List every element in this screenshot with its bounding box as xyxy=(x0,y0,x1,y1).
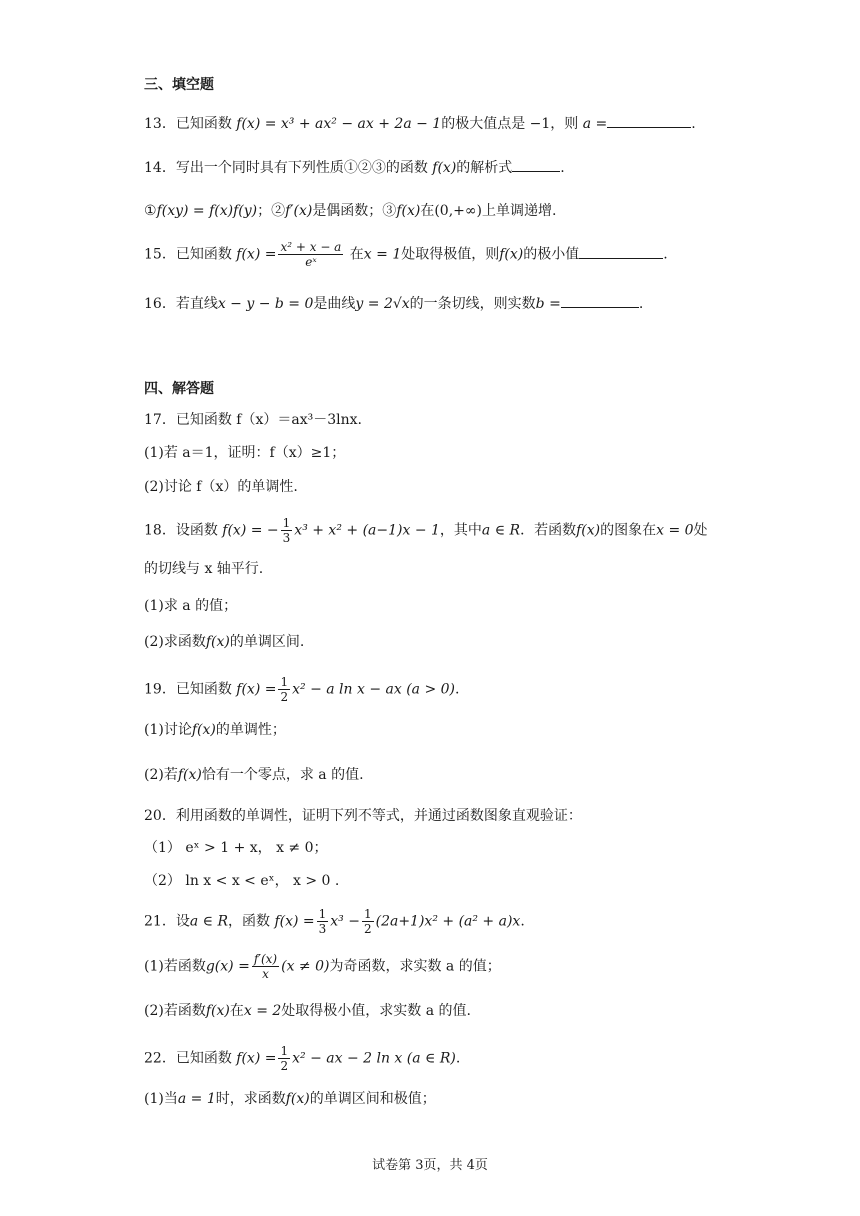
q18-rhs: x³ + x² + (a−1)x − 1 xyxy=(294,522,440,539)
q15-answer-blank[interactable] xyxy=(579,244,663,259)
q21-number: 21． xyxy=(144,913,176,930)
question-21 xyxy=(144,907,525,936)
q15-text-a: 已知函数 xyxy=(175,246,232,263)
q20-part-2: （2） ln x < x < eˣ， x > 0 . xyxy=(144,873,340,889)
q21-p1-lhs: g(x) = xyxy=(205,958,250,975)
q22-p1-text-b: 时，求函数 xyxy=(215,1091,286,1107)
q17-part-1: (1)若 a＝1，证明：f（x）≥1； xyxy=(144,445,346,461)
q21-p1-cond: (x ≠ 0) xyxy=(281,958,330,975)
q22-p1-text-d: 的单调区间和极值； xyxy=(309,1091,436,1107)
q14-sep-4: 上单调递增. xyxy=(482,203,557,219)
q16-line: x − y − b = 0 xyxy=(217,296,314,312)
q19-number: 19． xyxy=(144,681,176,698)
q22-fraction xyxy=(278,1044,290,1073)
q19-end: . xyxy=(455,681,460,698)
q21-p1-numerator: f′(x) xyxy=(253,952,278,966)
q19-lhs: f(x) = xyxy=(236,681,277,698)
q14-text-b: 的解析式 xyxy=(456,160,513,176)
q13-answer-blank[interactable] xyxy=(607,113,691,128)
q18-text-c: ．若函数 xyxy=(520,522,577,539)
q14-sep-2: 是偶函数；③ xyxy=(312,203,397,219)
q19-p1-text-a: (1)讨论 xyxy=(144,722,192,738)
q22-part-1 xyxy=(144,1089,436,1109)
question-14 xyxy=(144,157,565,178)
q19-rhs: x² − a ln x − ax (a > 0) xyxy=(292,681,456,698)
q22-lhs: f(x) = xyxy=(236,1050,277,1067)
q13-end: . xyxy=(691,116,696,132)
q20-part-1: （1） eˣ > 1 + x， x ≠ 0； xyxy=(144,840,328,856)
q16-curve: y = 2√x xyxy=(355,296,410,312)
q21-cond: a ∈ R xyxy=(189,913,228,930)
q18-lhs: f(x) = − xyxy=(222,522,279,539)
q15-fraction xyxy=(278,240,343,269)
question-19 xyxy=(144,675,459,704)
q22-rhs: x² − ax − 2 ln x (a ∈ R) xyxy=(292,1050,456,1067)
q18-p2-text-b: 的单调区间. xyxy=(229,634,305,650)
section-title-fill-in: 三、填空题 xyxy=(144,77,214,93)
q21-p2-point: x = 2 xyxy=(243,1003,282,1019)
q21-fraction-1 xyxy=(317,907,329,936)
q20-number: 20． xyxy=(144,808,176,824)
q18-p2-function: f(x) xyxy=(205,634,230,650)
q21-p2-text-c: 处取得极小值，求实数 a 的值. xyxy=(281,1003,471,1019)
q18-text-d: 的图象在 xyxy=(600,522,657,539)
page-footer: 试卷第 3页，共 4页 xyxy=(372,1158,488,1173)
question-13 xyxy=(144,113,696,134)
q16-answer-var: b = xyxy=(535,296,561,312)
q19-p2-function: f(x) xyxy=(177,767,202,783)
q22-number: 22． xyxy=(144,1050,176,1067)
question-22 xyxy=(144,1044,460,1073)
q15-denominator: eˣ xyxy=(305,255,317,269)
q19-part-1 xyxy=(144,720,286,740)
q14-sep-1: ；② xyxy=(257,203,286,219)
q20-text: 利用函数的单调性，证明下列不等式，并通过函数图象直观验证： xyxy=(175,808,582,824)
q21-mid: x³ − xyxy=(330,913,360,930)
q14-answer-blank[interactable] xyxy=(512,157,560,172)
q18-denominator: 3 xyxy=(282,531,291,545)
q14-cond-1: f(xy) = f(x)f(y) xyxy=(156,203,258,219)
q18-text-a: 设函数 xyxy=(175,522,218,539)
q21-p2-function: f(x) xyxy=(205,1003,230,1019)
q21-p1-fraction xyxy=(252,952,279,981)
q14-function: f(x) xyxy=(432,160,457,176)
q19-numerator: 1 xyxy=(280,675,289,689)
q14-cond-2: f′(x) xyxy=(285,203,313,219)
q19-p1-function: f(x) xyxy=(191,722,216,738)
q16-end: . xyxy=(638,296,644,312)
q18-text-e: 处 xyxy=(693,522,708,539)
q18-number: 18． xyxy=(144,522,176,539)
q19-part-2 xyxy=(144,765,364,785)
q21-p1-text-a: (1)若函数 xyxy=(144,958,206,975)
q21-p2-text-b: 在 xyxy=(229,1003,244,1019)
question-17 xyxy=(144,410,362,430)
q18-part-2 xyxy=(144,632,304,652)
q21-text-a: 设 xyxy=(175,913,190,930)
q21-lhs: f(x) = xyxy=(274,913,315,930)
q19-p2-text-b: 恰有一个零点，求 a 的值. xyxy=(201,767,364,783)
q15-number: 15． xyxy=(144,246,176,263)
q21-p2-text-a: (2)若函数 xyxy=(144,1003,206,1019)
q14-end: . xyxy=(560,160,565,176)
question-16 xyxy=(144,293,643,314)
q22-p1-function: f(x) xyxy=(285,1091,310,1107)
q16-number: 16． xyxy=(144,296,176,312)
q17-text: 已知函数 f（x）＝ax³－3lnx. xyxy=(175,412,362,428)
q19-p2-text-a: (2)若 xyxy=(144,767,178,783)
q14-interval: (0,+∞) xyxy=(434,203,483,219)
q21-rhs: (2a+1)x² + (a² + a)x xyxy=(375,913,521,930)
q15-lhs: f(x) = xyxy=(236,246,277,263)
question-14-conditions xyxy=(144,201,556,221)
question-20 xyxy=(144,806,582,826)
q19-p1-text-b: 的单调性； xyxy=(215,722,286,738)
q14-sep-3: 在 xyxy=(420,203,435,219)
q18-line-2: 的切线与 x 轴平行. xyxy=(144,561,264,577)
q19-fraction xyxy=(278,675,290,704)
q21-text-b: ，函数 xyxy=(227,913,270,930)
q21-end: . xyxy=(520,913,525,930)
q15-text-b: 在 xyxy=(349,246,364,263)
q17-number: 17． xyxy=(144,412,176,428)
q14-cond-3: f(x) xyxy=(396,203,421,219)
q14-number: 14． xyxy=(144,160,176,176)
q15-text-d: 的极小值 xyxy=(523,246,580,263)
question-15 xyxy=(144,240,668,269)
q21-numerator-2: 1 xyxy=(363,907,372,921)
q22-p1-text-a: (1)当 xyxy=(144,1091,178,1107)
q14-cond-1-mark: ① xyxy=(144,203,157,219)
q22-denominator: 2 xyxy=(280,1059,289,1073)
q18-point: x = 0 xyxy=(656,522,694,539)
q13-answer-var: a = xyxy=(582,116,608,132)
q18-cond: a ∈ R xyxy=(481,522,521,539)
q13-text-a: 已知函数 xyxy=(175,116,232,132)
q18-fraction xyxy=(281,516,293,545)
q13-text-b: 的极大值点是 −1，则 xyxy=(441,116,579,132)
q15-cond: x = 1 xyxy=(363,246,402,263)
question-18 xyxy=(144,516,708,545)
q18-text-b: ，其中 xyxy=(439,522,482,539)
q21-p1-denominator: x xyxy=(262,967,269,981)
q16-text-b: 是曲线 xyxy=(313,296,356,312)
q22-p1-cond: a = 1 xyxy=(177,1091,216,1107)
q22-numerator: 1 xyxy=(280,1044,289,1058)
q21-p1-text-b: 为奇函数，求实数 a 的值； xyxy=(329,958,501,975)
q21-part-1 xyxy=(144,952,501,981)
q15-text-c: 处取得极值，则 xyxy=(401,246,500,263)
q18-part-1: (1)求 a 的值； xyxy=(144,598,238,614)
q18-function: f(x) xyxy=(576,522,601,539)
q15-numerator: x² + x − a xyxy=(280,240,342,254)
q17-part-2: (2)讨论 f（x）的单调性. xyxy=(144,479,298,495)
q16-answer-blank[interactable] xyxy=(561,293,639,308)
q15-end: . xyxy=(663,246,668,263)
q21-numerator-1: 1 xyxy=(318,907,327,921)
q19-text-a: 已知函数 xyxy=(175,681,232,698)
q16-text-c: 的一条切线，则实数 xyxy=(409,296,536,312)
q14-text: 写出一个同时具有下列性质①②③的函数 xyxy=(175,160,428,176)
q22-end: . xyxy=(455,1050,461,1067)
q18-p2-text-a: (2)求函数 xyxy=(144,634,206,650)
q16-text-a: 若直线 xyxy=(175,296,218,312)
q13-number: 13． xyxy=(144,116,176,132)
q18-numerator: 1 xyxy=(282,516,291,530)
q22-text-a: 已知函数 xyxy=(175,1050,232,1067)
q15-function: f(x) xyxy=(499,246,524,263)
q21-part-2 xyxy=(144,1001,471,1021)
q21-denominator-2: 2 xyxy=(363,922,372,936)
section-title-answer: 四、解答题 xyxy=(144,381,214,397)
q19-denominator: 2 xyxy=(280,690,289,704)
q13-function: f(x) = x³ + ax² − ax + 2a − 1 xyxy=(236,116,442,132)
q21-fraction-2 xyxy=(362,907,374,936)
q21-denominator-1: 3 xyxy=(318,922,327,936)
